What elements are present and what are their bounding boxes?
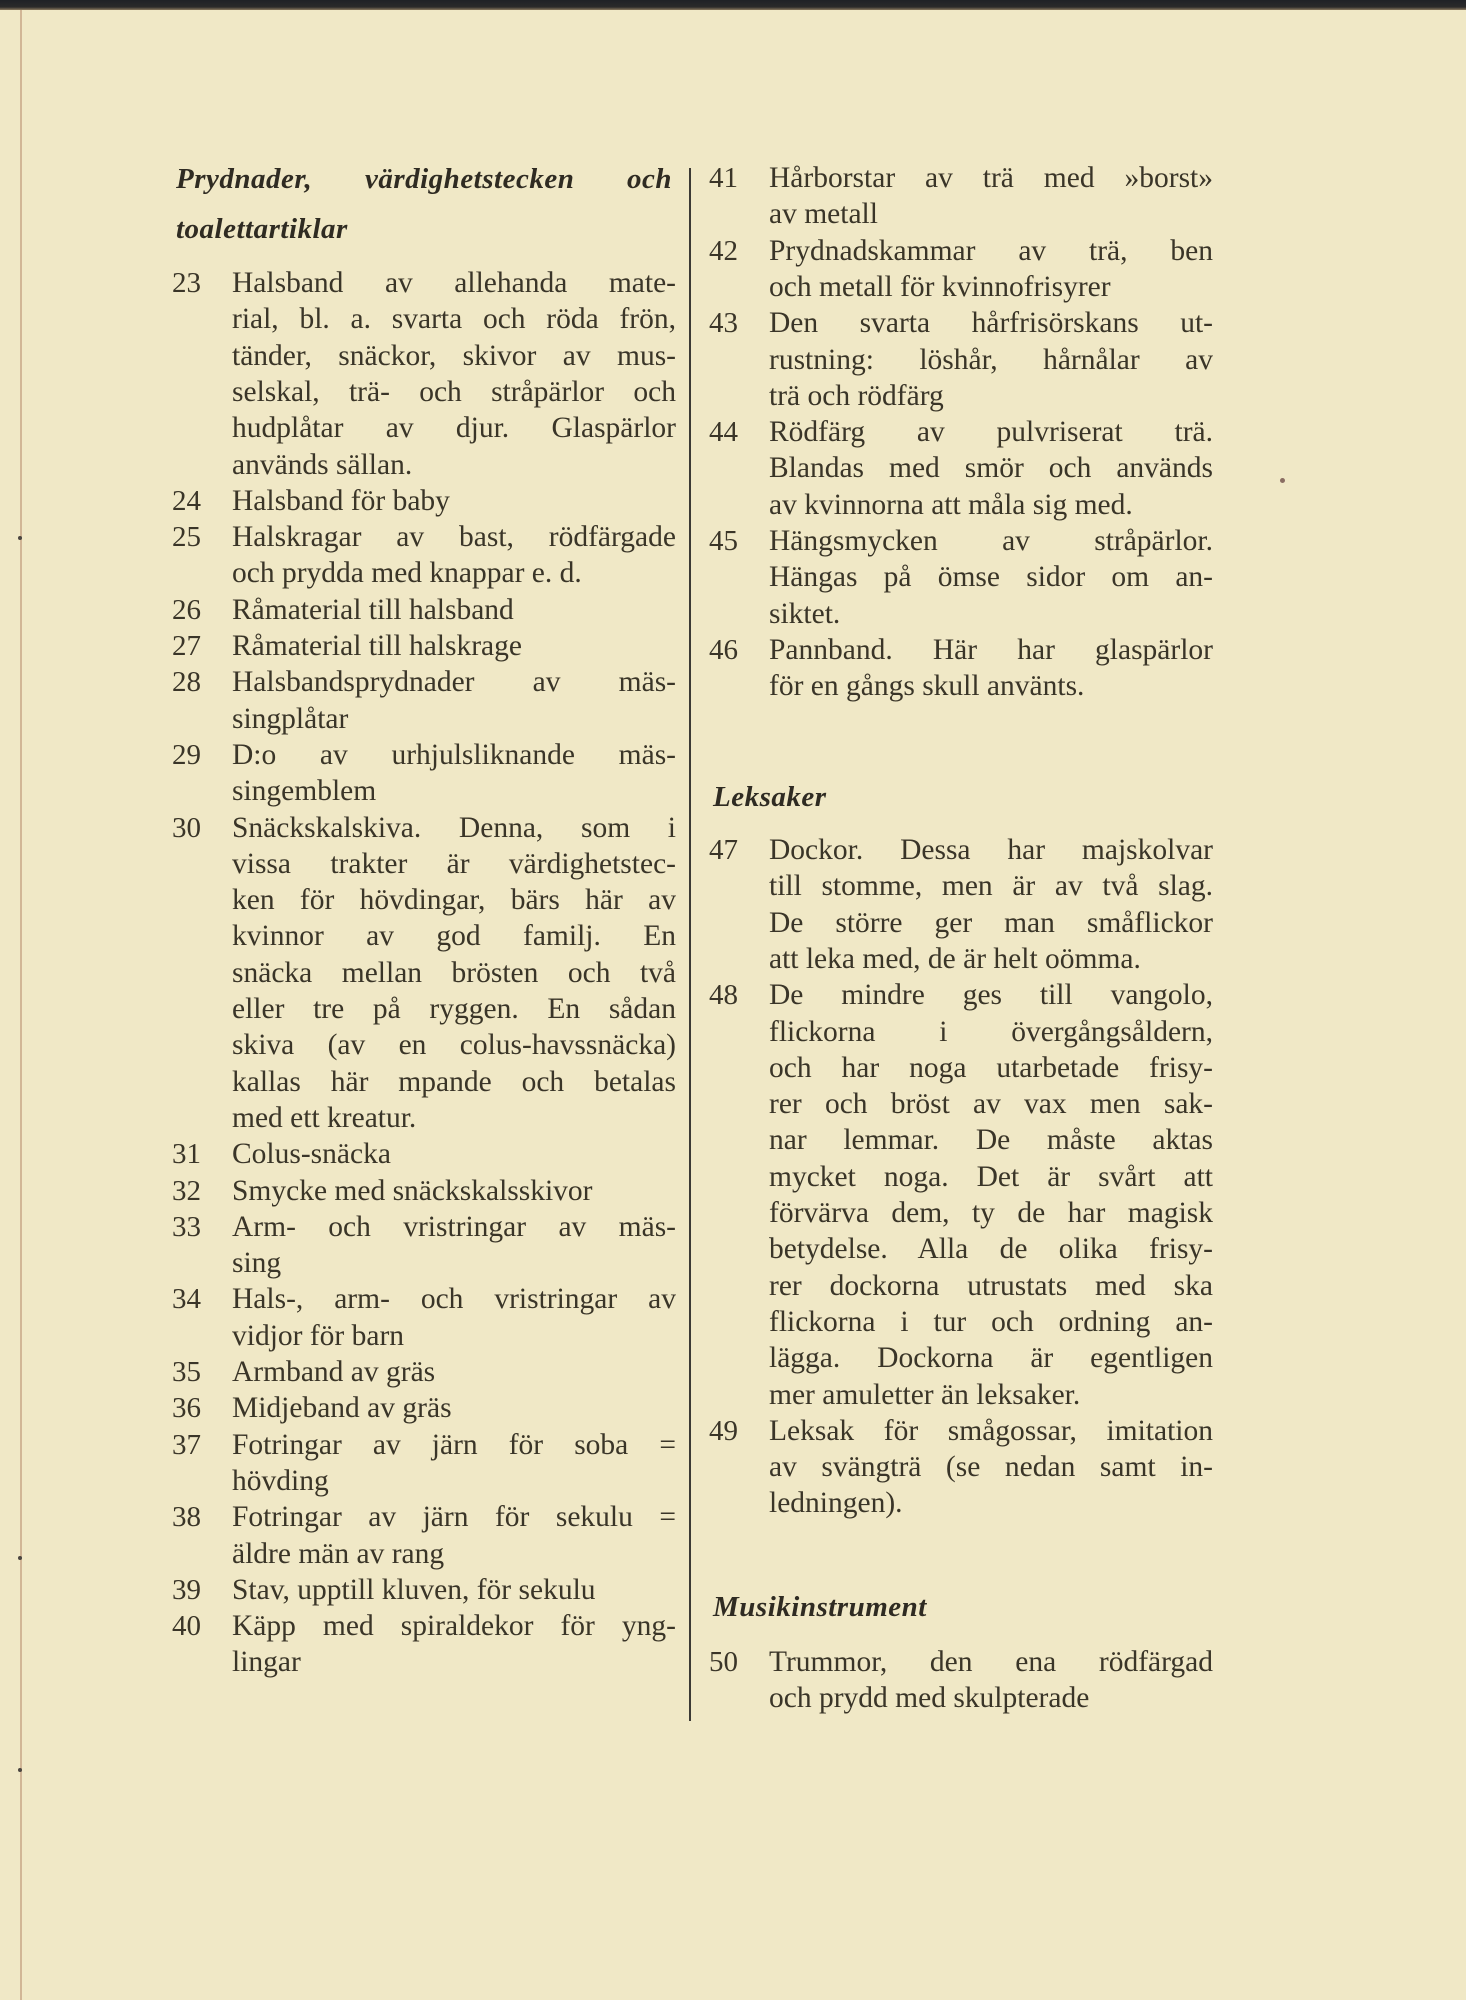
entry-text-line: De mindre ges till vangolo, [769,979,1213,1012]
entry-text-line: singplåtar [232,702,349,735]
entry-number: 49 [709,1414,738,1447]
entry-number: 38 [172,1501,201,1534]
entry-text-line: med ett kreatur. [232,1101,417,1134]
entry-text-line: Colus-snäcka [232,1138,391,1171]
entry-number: 44 [709,416,738,449]
entry-text-line: Råmaterial till halskrage [232,630,522,662]
entry-text-line: flickorna i övergångsåldern, [769,1015,1213,1048]
entry-text-line: Fotringar av järn för sekulu = [232,1501,676,1534]
entry-number: 48 [709,979,738,1012]
entry-text-line: Halsbandsprydnader av mäs- [232,666,676,699]
section-heading-ornaments: Prydnader, värdighetstecken och [176,163,672,195]
entry-text-line: skiva (av en colus-havssnäcka) [232,1029,676,1062]
entry-text-line: Arm- och vristringar av mäs- [232,1210,676,1243]
entry-text-line: De större ger man småflickor [769,906,1213,939]
entry-text-line: Midjeband av gräs [232,1392,452,1425]
entry-text-line: Dockor. Dessa har majskolvar [769,834,1213,866]
entry-text-line: och metall för kvinnofrisyrer [769,270,1111,303]
entry-text-line: Halskragar av bast, rödfärgade [232,521,676,554]
entry-text-line: av svängträ (se nedan samt in- [769,1451,1213,1484]
entry-text-line: singemblem [232,775,377,808]
entry-number: 42 [709,234,738,267]
paper-speck [1280,478,1285,483]
entry-text-line: och har noga utarbetade frisy- [769,1051,1213,1084]
entry-text-line: Fotringar av järn för soba = [232,1428,676,1461]
entry-text-line: rustning: löshår, hårnålar av [769,343,1213,376]
entry-text-line: Stav, upptill kluven, för sekulu [232,1573,596,1606]
entry-text-line: betydelse. Alla de olika frisy- [769,1233,1213,1266]
entry-text-line: mycket noga. Det är svårt att [769,1160,1213,1193]
page-edge-line [20,10,22,2000]
entry-text-line: förvärva dem, ty de har magisk [769,1197,1213,1229]
entry-number: 46 [709,633,738,666]
entry-text-line: Smycke med snäckskalsskivor [232,1174,593,1207]
entry-text-line: Hals-, arm- och vristringar av [232,1283,676,1316]
entry-text-line: ken för hövdingar, bärs här av [232,884,676,917]
entry-text-line: mer amuletter än leksaker. [769,1378,1081,1411]
entry-text-line: rer och bröst av vax men sak- [769,1088,1213,1121]
entry-text-line: Pannband. Här har glaspärlor [769,633,1213,666]
entry-text-line: selskal, trä- och stråpärlor och [232,375,676,408]
entry-number: 43 [709,307,738,340]
entry-text-line: vidjor för barn [232,1319,405,1352]
entry-text-line: rer dockorna utrustats med ska [769,1269,1213,1302]
entry-text-line: D:o av urhjulsliknande mäs- [232,738,676,771]
entry-text-line: Halsband för baby [232,484,450,517]
entry-number: 41 [709,162,738,194]
entry-text-line: Leksak för smågossar, imitation [769,1414,1213,1447]
entry-number: 50 [709,1646,738,1678]
entry-text-line: flickorna i tur och ordning an- [769,1305,1213,1338]
entry-text-line: används sällan. [232,448,413,481]
entry-text-line: Rödfärg av pulvriserat trä. [769,416,1213,449]
entry-text-line: ledningen). [769,1487,903,1520]
paper-speck [18,536,22,540]
entry-text-line: hövding [232,1464,329,1497]
entry-text-line: Hårborstar av trä med »borst» [769,162,1213,194]
column-divider-rule [689,168,691,1721]
entry-number: 26 [172,593,201,626]
entry-text-line: Snäckskalskiva. Denna, som i [232,811,676,844]
entry-number: 40 [172,1610,201,1643]
entry-number: 25 [172,521,201,554]
entry-number: 33 [172,1210,201,1243]
entry-text-line: och prydda med knappar e. d. [232,557,582,590]
entry-number: 28 [172,666,201,699]
entry-text-line: trä och rödfärg [769,379,944,412]
entry-text-line: av metall [769,198,878,231]
entry-text-line: vissa trakter är värdighetstec- [232,847,676,880]
entry-text-line: att leka med, de är helt oömma. [769,942,1141,975]
entry-text-line: kvinnor av god familj. En [232,920,676,953]
entry-text-line: och prydd med skulpterade [769,1682,1090,1715]
entry-text-line: Käpp med spiraldekor för yng- [232,1610,676,1643]
section-heading-music: Musikinstrument [713,1591,927,1623]
entry-text-line: tänder, snäckor, skivor av mus- [232,339,676,372]
entry-number: 34 [172,1283,201,1316]
entry-text-line: äldre män av rang [232,1537,445,1570]
entry-text-line: kallas här mpande och betalas [232,1065,676,1098]
entry-number: 24 [172,484,201,517]
entry-text-line: Prydnadskammar av trä, ben [769,234,1213,267]
entry-text-line: Trummor, den ena rödfärgad [769,1646,1213,1678]
section-heading-toys: Leksaker [713,781,827,813]
entry-text-line: för en gångs skull använts. [769,670,1085,703]
entry-text-line: Hängas på ömse sidor om an- [769,561,1213,594]
entry-text-line: Halsband av allehanda mate- [232,267,676,299]
paper-speck [18,1768,22,1772]
entry-text-line: till stomme, men är av två slag. [769,870,1213,903]
entry-number: 30 [172,811,201,844]
entry-text-line: lingar [232,1646,301,1679]
entry-text-line: Den svarta hårfrisörskans ut- [769,307,1213,340]
entry-number: 36 [172,1392,201,1425]
entry-number: 39 [172,1573,201,1606]
entry-text-line: hudplåtar av djur. Glaspärlor [232,412,676,445]
entry-text-line: Blandas med smör och används [769,452,1213,485]
entry-number: 32 [172,1174,201,1207]
entry-text-line: av kvinnorna att måla sig med. [769,488,1133,521]
entry-number: 35 [172,1356,201,1388]
entry-text-line: snäcka mellan brösten och två [232,956,676,989]
entry-text-line: lägga. Dockorna är egentligen [769,1342,1213,1375]
entry-text-line: eller tre på ryggen. En sådan [232,993,676,1025]
entry-number: 37 [172,1428,201,1461]
entry-number: 29 [172,738,201,771]
entry-text-line: Hängsmycken av stråpärlor. [769,525,1213,557]
entry-number: 45 [709,525,738,557]
section-heading-ornaments-cont: toalettartiklar [176,213,348,245]
entry-text-line: Råmaterial till halsband [232,593,514,626]
entry-text-line: siktet. [769,597,841,630]
entry-number: 23 [172,267,201,299]
entry-number: 27 [172,630,201,662]
entry-text-line: Armband av gräs [232,1356,436,1388]
entry-text-line: nar lemmar. De måste aktas [769,1124,1213,1157]
entry-number: 31 [172,1138,201,1171]
paper-speck [18,1556,22,1560]
entry-number: 47 [709,834,738,866]
scan-border-top [0,0,1466,10]
entry-text-line: rial, bl. a. svarta och röda frön, [232,303,676,336]
entry-text-line: sing [232,1247,282,1280]
